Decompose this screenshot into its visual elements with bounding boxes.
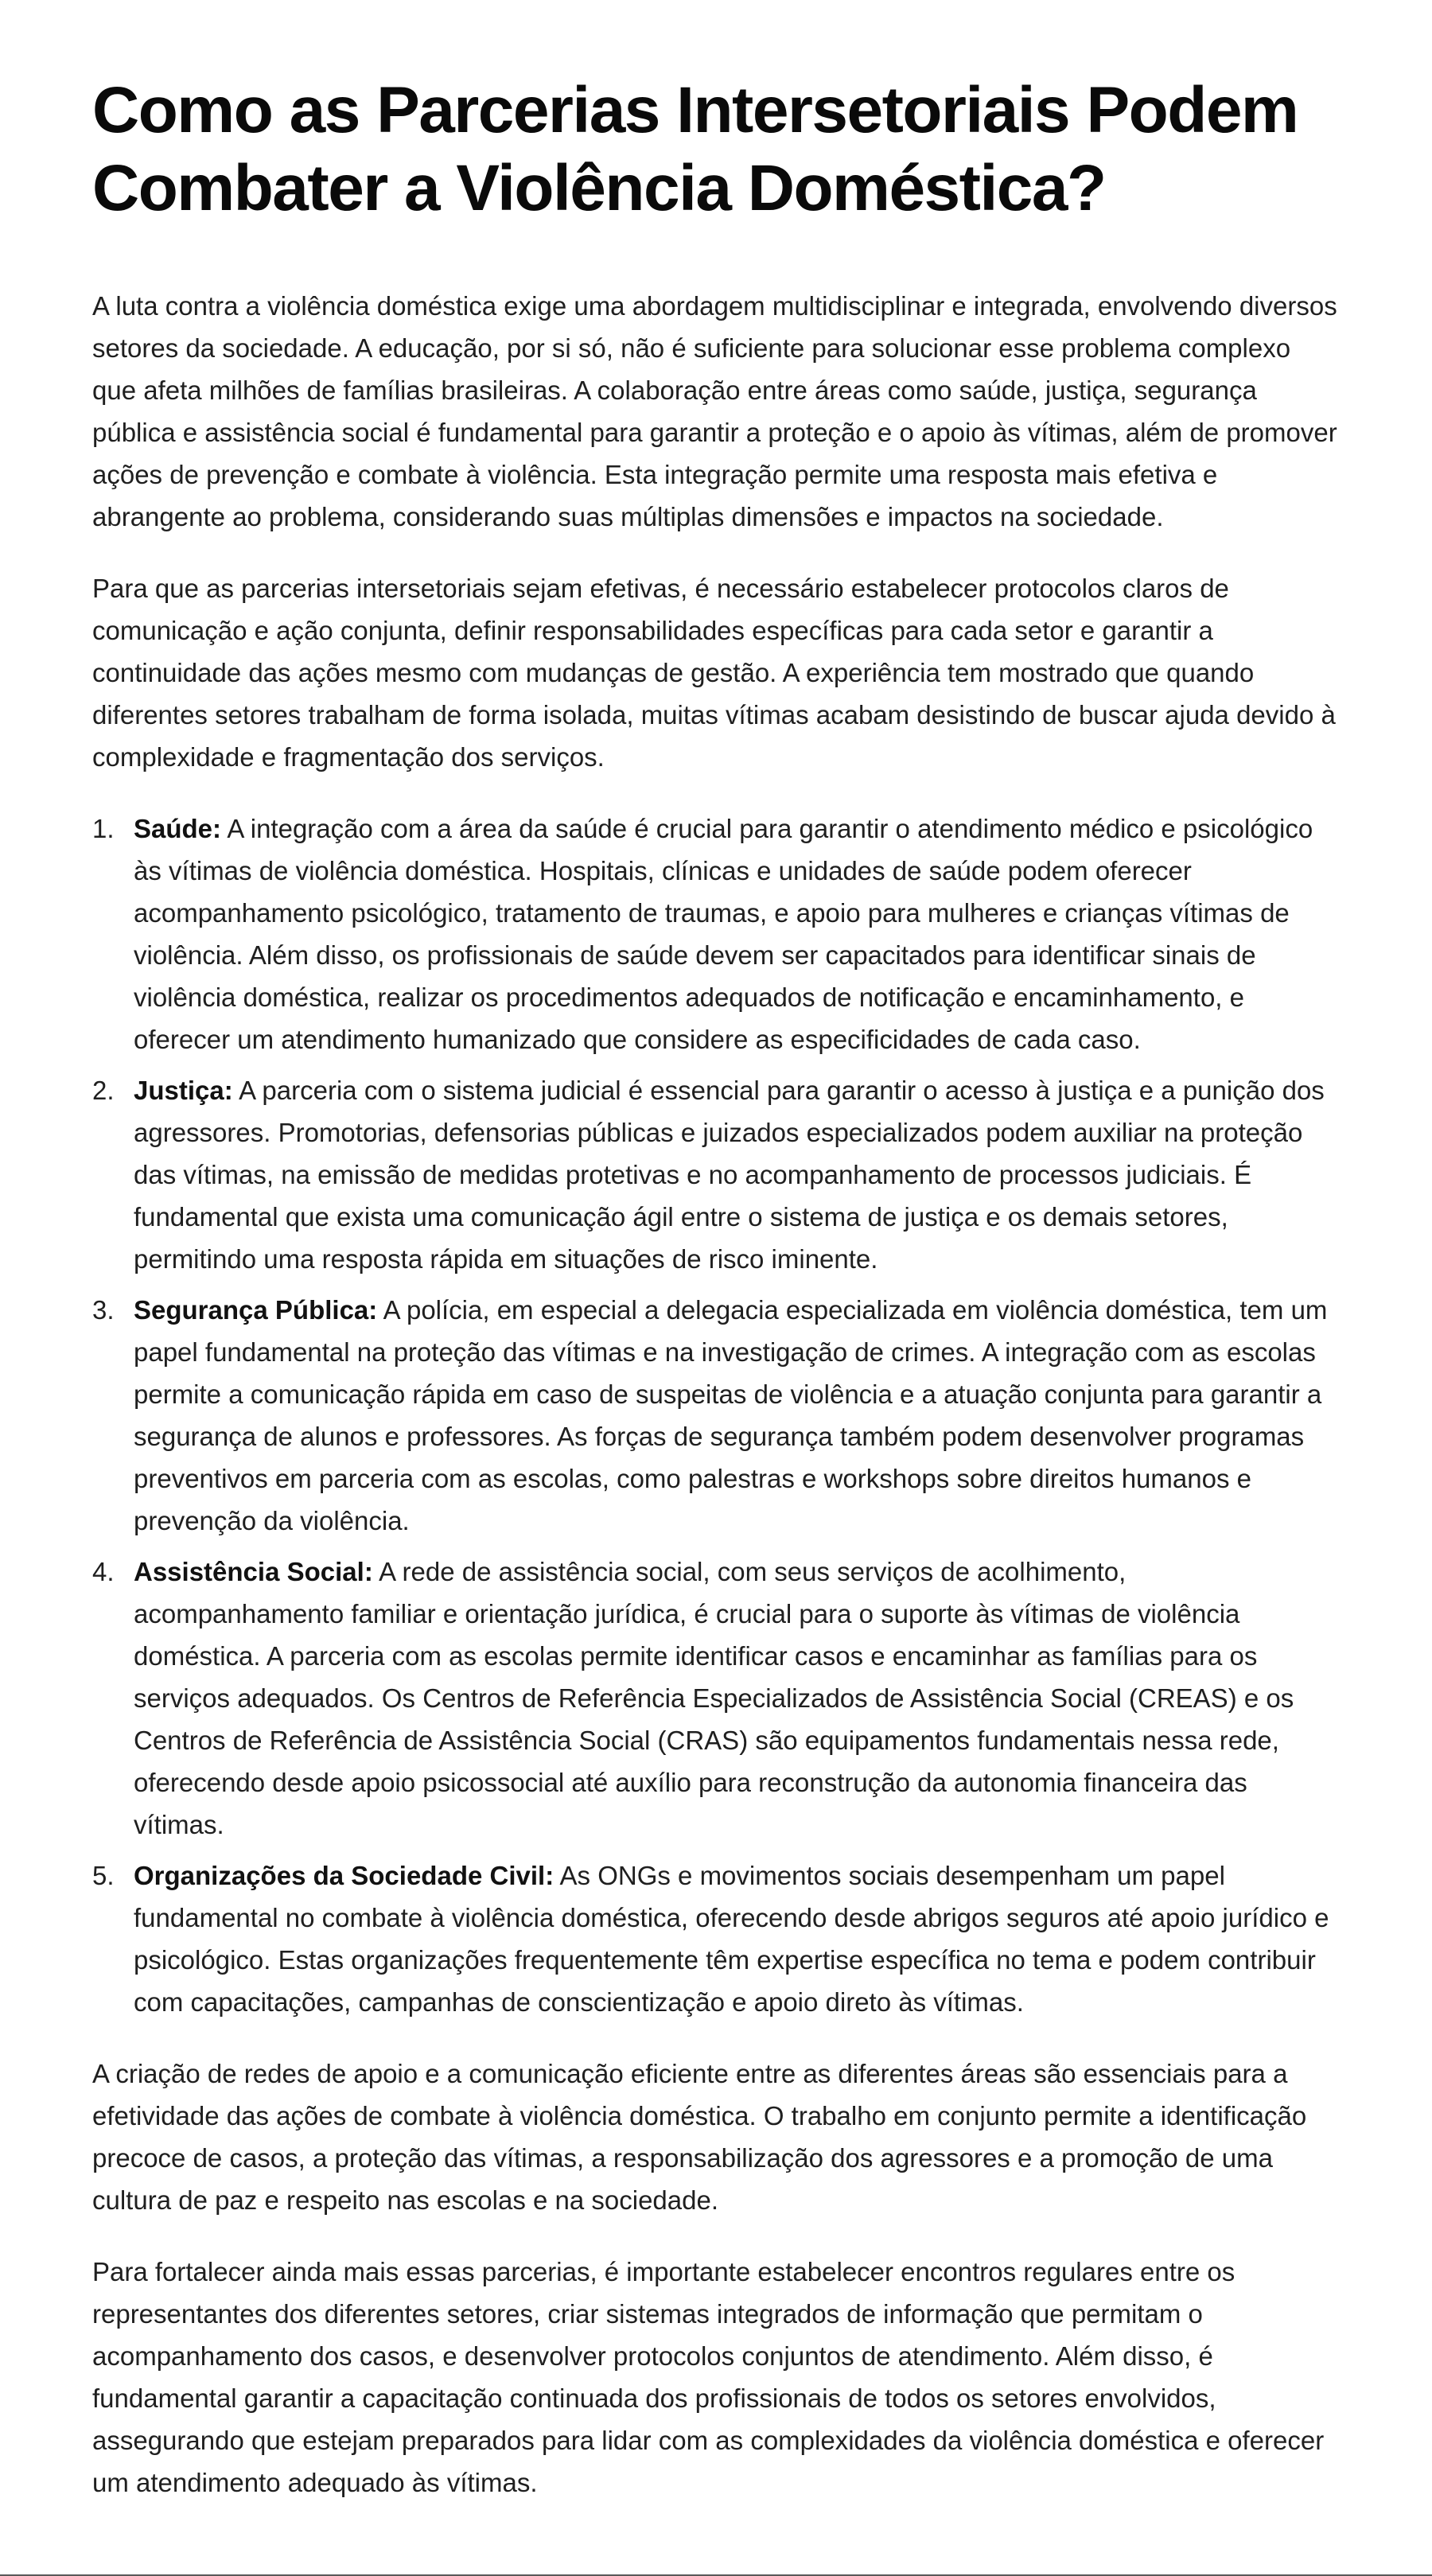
list-item-text: A parceria com o sistema judicial é essencial para garantir o acesso à justiça e a punição dos agressores. Promotorias, defensorias públicas e juizados especializados podem auxiliar na proteção das vítimas, na emissão de medidas protetivas e no acompanhamento de processos judiciais. É fundamental que exista uma comunicação ágil entre o sistema de justiça e os demais setores, permitindo uma resposta rápida em situações de risco iminente.	[134, 1076, 1325, 1274]
list-item-number: 1.	[92, 814, 115, 843]
page-title: Como as Parcerias Intersetoriais Podem Combater a Violência Doméstica?	[92, 74, 1298, 224]
intro-paragraph-2: Para que as parcerias intersetoriais sejam efetivas, é necessário estabelecer protocolos claros de comunicação e ação conjunta, definir responsabilidades específicas para cada setor e garantir a continuidade das ações mesmo com mudanças de gestão. A experiência tem mostrado que quando diferentes setores trabalham de forma isolada, muitas vítimas acabam desistindo de buscar ajuda devido à complexidade e fragmentação dos serviços.	[92, 574, 1336, 772]
intro-paragraph-1: A luta contra a violência doméstica exige uma abordagem multidisciplinar e integrada, envolvendo diversos setores da sociedade. A educação, por si só, não é suficiente para solucionar esse problema complexo que afeta milhões de famílias brasileiras. A colaboração entre áreas como saúde, justiça, segurança pública e assistência social é fundamental para garantir a proteção e o apoio às vítimas, além de promover ações de prevenção e combate à violência. Esta integração permite uma resposta mais efetiva e abrangente ao problema, considerando suas múltiplas dimensões e impactos na sociedade.	[92, 291, 1337, 531]
list-item-label: Saúde:	[134, 814, 222, 843]
closing-paragraph-2: Para fortalecer ainda mais essas parcerias, é importante estabelecer encontros regulares entre os representantes dos diferentes setores, criar sistemas integrados de informação que permitam o acompanhamento dos casos, e desenvolver protocolos conjuntos de atendimento. Além disso, é fundamental garantir a capacitação continuada dos profissionais de todos os setores envolvidos, assegurando que estejam preparados para lidar com as complexidades da violência doméstica e oferecer um atendimento adequado às vítimas.	[92, 2257, 1325, 2497]
list-item-label: Segurança Pública:	[134, 1295, 378, 1325]
closing-paragraph-1: A criação de redes de apoio e a comunicação eficiente entre as diferentes áreas são essenciais para a efetividade das ações de combate à violência doméstica. O trabalho em conjunto permite a identificação precoce de casos, a proteção das vítimas, a responsabilização dos agressores e a promoção de uma cultura de paz e respeito nas escolas e na sociedade.	[92, 2059, 1307, 2215]
list-item-saude	[92, 807, 1341, 1060]
list-item-label: Justiça:	[134, 1076, 233, 1105]
list-item-text: A integração com a área da saúde é crucial para garantir o atendimento médico e psicológico às vítimas de violência doméstica. Hospitais, clínicas e unidades de saúde podem oferecer acompanhamento psicológico, tratamento de traumas, e apoio para mulheres e crianças vítimas de violência. Além disso, os profissionais de saúde devem ser capacitados para identificar sinais de violência doméstica, realizar os procedimentos adequados de notificação e encaminhamento, e oferecer um atendimento humanizado que considere as especificidades de cada caso.	[134, 814, 1313, 1054]
list-item-number: 4.	[92, 1557, 115, 1586]
list-item-label: Assistência Social:	[134, 1557, 373, 1586]
article	[92, 0, 1341, 2504]
list-item-text: As ONGs e movimentos sociais desempenham um papel fundamental no combate à violência doméstica, oferecendo desde abrigos seguros até apoio jurídico e psicológico. Estas organizações frequentemente têm expertise específica no tema e podem contribuir com capacitações, campanhas de conscientização e apoio direto às vítimas.	[134, 1861, 1329, 2017]
list-item-number: 3.	[92, 1295, 115, 1325]
list-item-seguranca-publica	[92, 1289, 1341, 1542]
list-item-assistencia-social	[92, 1551, 1341, 1846]
sector-list	[92, 807, 1341, 2023]
list-item-label: Organizações da Sociedade Civil:	[134, 1861, 555, 1890]
list-item-justica	[92, 1069, 1341, 1280]
list-item-text: A polícia, em especial a delegacia especializada em violência doméstica, tem um papel fundamental na proteção das vítimas e na investigação de crimes. A integração com as escolas permite a comunicação rápida em caso de suspeitas de violência e a atuação conjunta para garantir a segurança de alunos e professores. As forças de segurança também podem desenvolver programas preventivos em parceria com as escolas, como palestras e workshops sobre direitos humanos e prevenção da violência.	[134, 1295, 1328, 1535]
list-item-text: A rede de assistência social, com seus serviços de acolhimento, acompanhamento familiar e orientação jurídica, é crucial para o suporte às vítimas de violência doméstica. A parceria com as escolas permite identificar casos e encaminhar as famílias para os serviços adequados. Os Centros de Referência Especializados de Assistência Social (CREAS) e os Centros de Referência de Assistência Social (CRAS) são equipamentos fundamentais nessa rede, oferecendo desde apoio psicossocial até auxílio para reconstrução da autonomia financeira das vítimas.	[134, 1557, 1294, 1839]
list-item-number: 5.	[92, 1861, 115, 1890]
list-item-organizacoes-sociedade-civil	[92, 1854, 1341, 2023]
list-item-number: 2.	[92, 1076, 115, 1105]
